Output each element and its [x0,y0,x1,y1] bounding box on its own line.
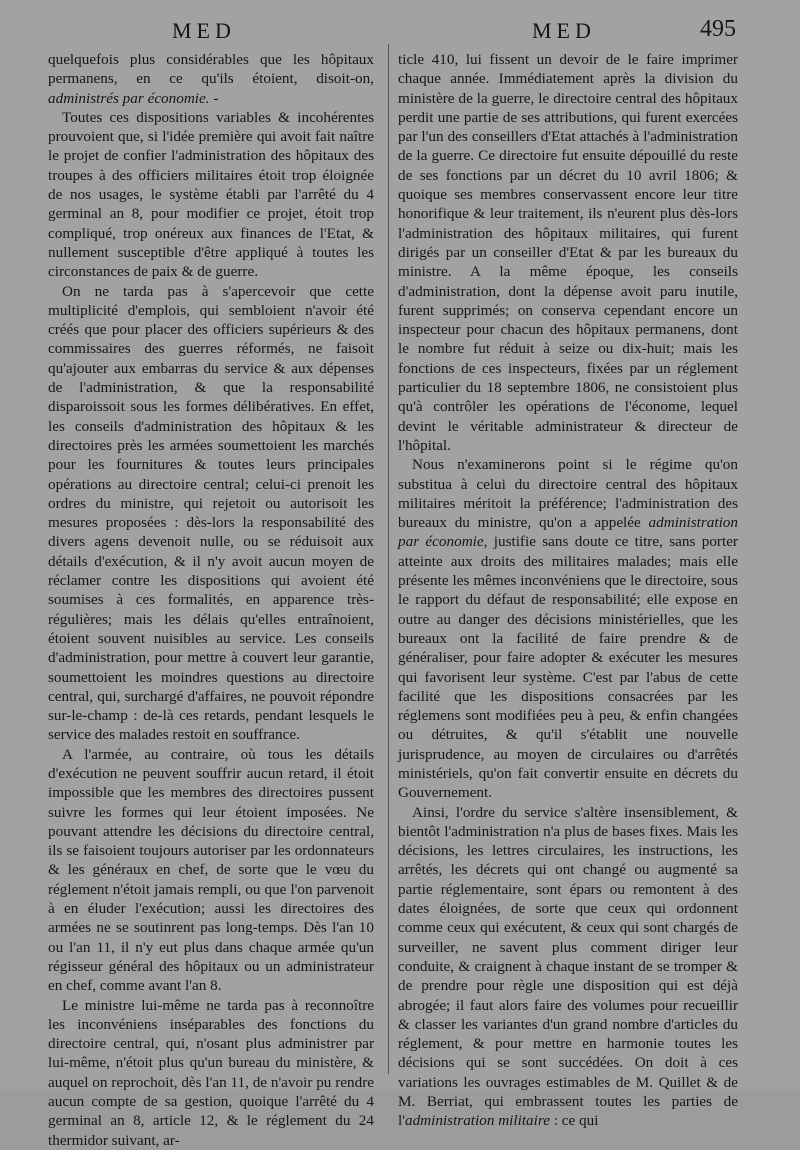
paragraph [398,803,738,1131]
italic-phrase: administration militaire [404,1112,550,1130]
paragraph: ticle 410, lui fissent un devoir de le faire imprimer chaque année. Immédiatement après la division du ministère de la guerre, le directoire central des hôpitaux perdit une partie de ses attributions, qui furent exercées par l'un des conseillers d'Etat attachés à l'administration de la guerre. Ce directoire fut ensuite dépouillé du reste de ses fonctions par un décret du 10 avril 1806; & quoique ses membres conservassent encore leur titre honorifique & leur traitement, ils n'eurent plus dès-lors l'administration des hôpitaux militaires, qui furent dirigés par un conseiller d'Etat & par les bureaux du ministre. A la même époque, les conseils d'administration, dont la dépense avoit paru inutile, furent supprimés; on conserva cependant encore un inspecteur pour chacun des hôpitaux permanens, dont le nombre fut réduit à seize ou dix-huit; mais les fonctions de ces inspecteurs, fixées par un réglement particulier du 18 septembre 1806, ne consistoient plus qu'à contrôler les opérations de l'économe, lequel devint le véritable administrateur & directeur de l'hôpital. [398,51,738,454]
italic-phrase: administration par économie, [398,514,738,551]
page-number: 495 [700,16,736,42]
paragraph-text: Nous n'examinerons point si le régime qu'on substitua à celui du directoire central des hôpitaux militaires méritoit la préférence; l'administration des bureaux du ministre, qu'on a appelée [398,456,738,532]
right-column [398,50,738,1131]
italic-phrase: administrés par économie. [48,89,210,107]
paragraph-text: justifie sans doute ce titre, sans porter atteinte aux droits des militaires malades; mais elle présente les mêmes inconvéniens que le directoire, sous le rapport du défaut de responsabilité; elle expose en outre au danger des décisions ministérielles, que les bureaux ont la facilité de faire prendre & de généraliser, pour faire adopter & exécuter les mesures qui favorisent leur système. C'est par l'abus de cette facilité que les dispositions consacrées par les réglemens sont modifiées peu à peu, & enfin changées ou détruites, & qu'il s'établit une nouvelle jurisprudence, au moyen de circulaires ou d'arrêtés ministériels, qu'on fait convertir ensuite en décrets du Gouvernement. [398,533,738,802]
paragraph: A l'armée, au contraire, où tous les détails d'exécution ne peuvent souffrir aucun retard, il étoit impossible que les membres des directoires pussent suivre les formes qui leur étoient imposées. Ne pouvant attendre les décisions du directoire central, ils se faisoient toujours autoriser par les ordonnateurs & les généraux en chef, de sorte que le vœu du réglement n'étoit jamais rempli, ou que l'on parvenoit à en éluder l'exécution; aussi les directoires des armées ne se soutinrent pas long-temps. Dès l'an 10 ou l'an 11, il n'y eut plus dans chaque armée qu'un régisseur général des hôpitaux ou un administrateur en chef, comme avant l'an 8. [48,745,374,995]
column-divider [388,44,389,1074]
paragraph: Toutes ces dispositions variables & incohérentes prouvoient que, si l'idée première qui avoit fait naître le projet de confier l'administration des hôpitaux des troupes à des officiers militaires étoit trop éloignée de nos usages, le système établi par l'arrêté du 4 germinal an 8, pour modifier ce projet, étoit trop compliqué, trop onéreux aux finances de l'Etat, & nullement susceptible d'être appliqué à toutes les circonstances de paix & de guerre. [48,108,374,281]
paragraph: Le ministre lui-même ne tarda pas à reconnoître les inconvéniens inséparables des fonctions du directoire central, qui, n'osant plus administrer par lui-même, n'étoit plus qu'un bureau du ministère, & auquel on reprochoit, dès l'an 11, de n'avoir pu rendre aucun compte de sa gestion, quoique l'arrêté du 4 germinal an 8, article 12, & le réglement du 24 thermidor suivant, ar- [48,996,374,1149]
paragraph-text: Ainsi, l'ordre du service s'altère insensiblement, & bientôt l'administration n'a plus de bases fixes. Mais les décisions, les lettres circulaires, les instructions, les arrêtés, les décrets qui ont changé ou augmenté sa partie réglementaire, sont épars ou remontent à des dates éloignées, de sorte que ceux qui ordonnent comme ceux qui exécutent, & ceux qui sont chargés de surveiller, ne savent plus comment diriger leur conduite, & craignent à chaque instant de se tromper & de prendre pour règle une disposition qui est déjà abrogée; il faut alors faire des volumes pour recueillir & classer les variantes d'un grand nombre d'articles du réglement, & pour mettre en harmonie toutes les décisions qui se sont succédées. On doit à ces variations les ouvrages estimables de M. Quillet & de M. Berriat, qui embrassent toutes les parties de l' [398,803,738,1130]
paragraph: On ne tarda pas à s'apercevoir que cette multiplicité d'emplois, qui sembloient n'avoir été créés que pour placer des officiers supérieurs & des commissaires des guerres réformés, ne faisoit qu'ajouter aux embarras du service & aux dépenses de l'administration, & que la responsabilité disparoissoit sous les formes délibératives. En effet, les conseils d'administration des hôpitaux & les directoires près les armées soumettoient les marchés pour les fournitures & toutes leurs principales opérations au directoire central; celui-ci prenoit les ordres du ministre, qui rejetoit ou autorisoit les mesures proposées : dès-lors la responsabilité des divers agens devenoit nulle, ou se réduisoit aux détails d'exécution, & il n'y avoit aucun moyen de réclamer contre les dispositions qui avoient été soumises à ces formalités, en apparence très-régulières; mais les délais qu'elles entraînoient, étoient souvent nuisibles au service. Les conseils d'administration, pour mettre à couvert leur garantie, soumettoient les moindres questions au directoire central, qui, surchargé d'affaires, ne pouvoit répondre sur-le-champ : de-là ces retards, pendant lesquels le service des malades restoit en souffrance. [48,282,374,744]
paragraph [398,455,738,802]
paragraph-text: : ce qui [549,1112,599,1130]
running-head [0,14,800,54]
paragraph [48,50,374,108]
left-column [48,50,374,1150]
paragraph-end: - [209,89,219,107]
running-head-left: MED [172,18,236,43]
running-head-right: MED [532,18,596,43]
paragraph-text: quelquefois plus considérables que les hôpitaux permanens, en ce qu'ils étoient, disoit-on, [48,51,374,88]
